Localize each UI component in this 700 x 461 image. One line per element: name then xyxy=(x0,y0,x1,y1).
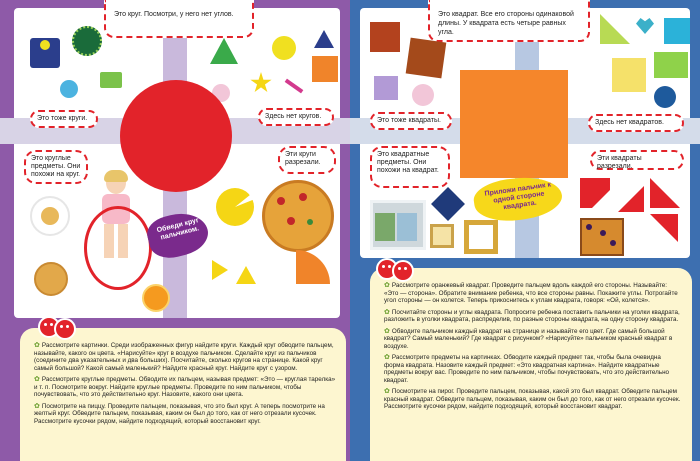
patterned-circle xyxy=(72,26,102,56)
golden-frame xyxy=(464,220,498,254)
cyan-square-shape xyxy=(664,18,690,44)
yellow-dot xyxy=(40,40,50,50)
bullet-star-icon: ✿ xyxy=(384,282,390,289)
smiley-icon xyxy=(54,318,76,340)
cut-yellow-circle xyxy=(216,188,254,226)
left-top-text: Это круг. Посмотри, у него нет углов. xyxy=(104,0,254,38)
right-top-text: Это квадрат. Все его стороны одинаковой длины. У квадрата есть четыре равных угла. xyxy=(428,0,590,42)
right-page xyxy=(350,0,700,461)
smiley-icon xyxy=(392,260,414,282)
left-instructions xyxy=(20,328,346,461)
bullet-star-icon: ✿ xyxy=(384,354,390,361)
bullet-star-icon: ✿ xyxy=(384,388,390,395)
left-instruction-3: ✿ Посмотрите на пиццу. Проведите пальцем, показывая, что это был круг. А теперь посмотрите на желтый круг. Обведите пальцем, показывая, каким он был до того, как от него отрезали кусочек. Рассмотрите кусочки рядом, найдите подходящий, который восстановит круг. xyxy=(34,402,325,425)
cheese-square-shape xyxy=(612,58,646,92)
bubble-round-objects: Это круглые предметы. Они похожи на круг. xyxy=(24,150,88,184)
left-instruction-1: ✿ Рассмотрите картинки. Среди изображенных фигур найдите круги. Каждый круг обводите пальцем, называйте, какого он цвета. «Нарисуйте» круг в воздухе пальчиком. Сделайте круг из пальчиков (соедините два указательных и два больших). Посчитайте, сколько кругов на странице. Какой круг самый большой? Какой самый маленький? Найдите красный круг. Найдите круг с узором. xyxy=(34,342,334,372)
pie-square xyxy=(580,218,624,256)
bubble-cut-circles: Эти круги разрезали. xyxy=(278,146,336,174)
navy-circle-shape xyxy=(654,86,676,108)
touch-badge-text: Приложи пальчик к одной стороне квадрата. xyxy=(484,181,552,212)
bubble-also-circles: Это тоже круги. xyxy=(30,110,98,128)
green-triangle-shape xyxy=(210,38,238,64)
orange-slice xyxy=(142,284,170,312)
bullet-star-icon: ✿ xyxy=(384,327,390,335)
window-picture xyxy=(370,200,426,250)
bubble-also-squares: Это тоже квадраты. xyxy=(370,112,452,130)
girl-with-hoop xyxy=(80,172,152,282)
green-rectangle-right xyxy=(654,52,688,78)
right-instructions xyxy=(370,268,692,461)
big-orange-square xyxy=(460,70,568,178)
brown-square-shape xyxy=(370,22,400,52)
right-instruction-3: ✿ Обводите пальчиком каждый квадрат на странице и называйте его цвет. Где самый большой квадрат? Самый маленький? Где квадрат с рисунком? «Нарисуйте» пальчиком красный квадрат в воздухе. xyxy=(384,327,673,350)
bubble-cut-squares: Эти квадраты разрезали. xyxy=(590,150,684,170)
bullet-star-icon: ✿ xyxy=(384,308,390,316)
yellow-circle-shape xyxy=(272,36,296,60)
pizza xyxy=(262,180,334,252)
bullet-star-icon: ✿ xyxy=(34,376,40,383)
bullet-star-icon: ✿ xyxy=(34,402,40,410)
bubble-no-squares: Здесь нет квадратов. xyxy=(588,114,684,132)
left-instruction-2: ✿ Рассмотрите круглые предметы. Обводите их пальцем, называя предмет: «Это — круглая тарелка» и т. п. Посмотрите вокруг. Найдите круглые предметы. Проведите по ним пальчиком, чтобы почувствовать, что это действительно круг. Назовите, какого они цвета. xyxy=(34,376,336,398)
lilac-square-shape xyxy=(374,76,398,100)
bullet-star-icon: ✿ xyxy=(34,342,40,349)
navy-triangle-shape xyxy=(314,30,334,48)
bubble-square-objects: Это квадратные предметы. Они похожи на квадрат. xyxy=(370,146,450,188)
right-instruction-5: ✿ Посмотрите на пирог. Проведите пальцем, показывая, какой это был квадрат. Обведите пальцем красный квадрат. Обведите пальцем, показывая, каким он был до того, как от него отрезали кусочек. Рассмотрите кусочки рядом, найдите подходящий, который восстановит квадрат. xyxy=(384,388,681,410)
plate-with-pasta xyxy=(30,196,70,236)
right-instruction-1: ✿ Рассмотрите оранжевый квадрат. Проведите пальцем вдоль каждой его стороны. Называйте: «Это — сторона». Обратите внимание ребенка, что все стороны равны. Покажите углы. Потрогайте угол стороны — он колется. Теперь прикоснитесь к углам квадрата, говоря: «Ой, колется». xyxy=(384,282,678,304)
right-instruction-2: ✿ Посчитайте стороны и углы квадрата. Попросите ребенка поставить пальчики на уголки квадрата, разложить в уголки квадрата, распределив, по разные стороны квадрата, на одну сторону квадрата. xyxy=(384,308,680,323)
dark-orange-square-shape xyxy=(406,38,447,79)
bubble-no-circles: Здесь нет кругов. xyxy=(258,108,334,126)
pink-circle-shape-right xyxy=(412,84,434,106)
small-frame xyxy=(430,224,454,248)
orange-square-shape xyxy=(312,56,338,82)
cracker xyxy=(34,262,68,296)
right-instruction-4: ✿ Рассмотрите предметы на картинках. Обводите каждый предмет так, чтобы была очевидна форма квадрата. Назовите каждый предмет: «Это квадратная картина». Найдите квадратные предметы вокруг вас. Проведите по ним пальчиком, чтобы почувствовать, что это действительно квадрат. xyxy=(384,354,670,384)
trace-badge-text: Обведи круг пальчиком. xyxy=(156,217,200,242)
blue-circle-shape xyxy=(60,80,78,98)
green-rectangle-shape xyxy=(100,72,122,88)
